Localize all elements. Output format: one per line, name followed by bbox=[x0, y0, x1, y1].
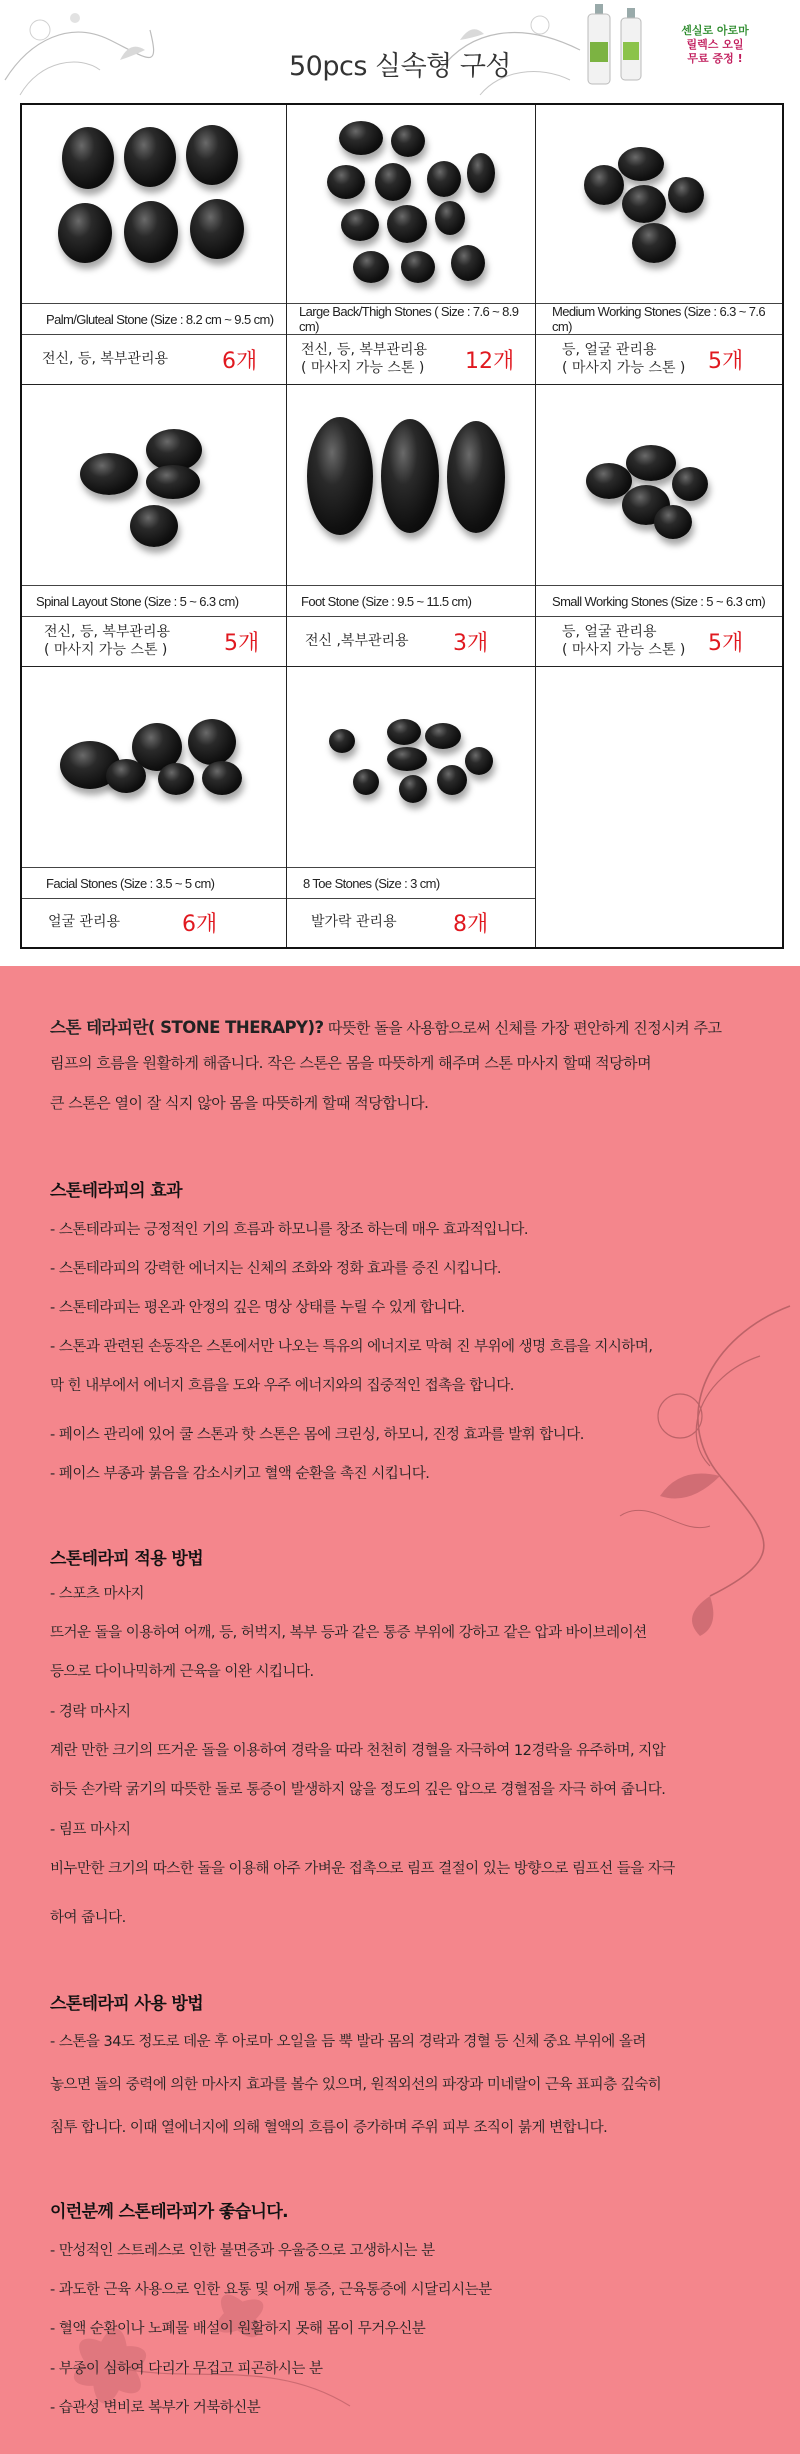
recommend-item: - 부종이 심하여 다리가 무겁고 피곤하시는 분 bbox=[50, 2361, 323, 2377]
stone-count: 6개 bbox=[222, 348, 258, 374]
stone-image bbox=[672, 467, 708, 501]
stone-image bbox=[425, 723, 461, 749]
effect-item: - 스톤테라피의 강력한 에너지는 신체의 조화와 정화 효과를 증진 시킵니다. bbox=[50, 1261, 502, 1277]
stone-photo bbox=[287, 667, 535, 857]
method-line: 비누만한 크기의 따스한 돌을 이용해 아주 가벼운 접촉으로 림프 결절이 있는 방향으로 림프선 들을 자극 bbox=[50, 1861, 675, 1877]
stone-image bbox=[307, 417, 373, 535]
stone-image bbox=[387, 205, 427, 243]
method-line: 계란 만한 크기의 뜨거운 돌을 이용하여 경락을 따라 천천히 경혈을 자극하여 12경락을 유주하며, 지압 bbox=[50, 1743, 666, 1759]
stone-count: 6개 bbox=[182, 911, 218, 937]
stone-image bbox=[188, 719, 236, 765]
stone-photo bbox=[287, 105, 535, 295]
usage-line: - 스톤을 34도 정도로 데운 후 아로마 오일을 듬 뿍 발라 몸의 경락과 경혈 등 신체 중요 부위에 올려 bbox=[50, 2034, 646, 2050]
promo-line: 릴렉스 오일 bbox=[686, 38, 744, 51]
stone-usage bbox=[22, 335, 286, 383]
method-line: - 경락 마사지 bbox=[50, 1704, 131, 1720]
stone-image bbox=[437, 765, 467, 795]
effect-item: - 스톤과 관련된 손동작은 스톤에서만 나오는 특유의 에너지로 막혀 진 부위에 생명 흐름을 지시하며, bbox=[50, 1339, 653, 1355]
usage-note: ( 마사지 가능 스톤 ) bbox=[44, 642, 168, 658]
stone-image bbox=[668, 177, 704, 213]
stone-image bbox=[158, 763, 194, 795]
method-line: 하여 줍니다. bbox=[50, 1910, 126, 1926]
caption-text: Spinal Layout Stone (Size : 5 ~ 6.3 cm) bbox=[36, 593, 239, 609]
section-heading-recommend: 이런분께 스톤테라피가 좋습니다. bbox=[50, 2202, 289, 2222]
stone-count: 5개 bbox=[224, 630, 260, 656]
stone-usage bbox=[287, 335, 535, 383]
stone-image bbox=[584, 165, 624, 205]
usage-text: 등, 얼굴 관리용 bbox=[562, 342, 657, 358]
stone-image bbox=[124, 127, 176, 187]
stone-set-grid bbox=[20, 103, 784, 949]
stone-therapy-info-section bbox=[0, 966, 800, 2454]
caption-text: Foot Stone (Size : 9.5 ~ 11.5 cm) bbox=[301, 593, 472, 609]
stone-image bbox=[622, 185, 666, 223]
stone-usage bbox=[22, 899, 286, 945]
usage-text: 얼굴 관리용 bbox=[48, 914, 121, 930]
stone-cell-toe bbox=[287, 667, 536, 947]
stone-image bbox=[130, 505, 178, 547]
caption-text: Facial Stones (Size : 3.5 ~ 5 cm) bbox=[46, 875, 215, 891]
usage-text: 전신, 등, 복부관리용 bbox=[301, 342, 427, 358]
intro-title: 스톤 테라피란( STONE THERAPY)? bbox=[50, 1018, 324, 1037]
stone-image bbox=[451, 245, 485, 281]
effect-item: 막 힌 내부에서 에너지 흐름을 도와 우주 에너지와의 집중적인 접촉을 합니다. bbox=[50, 1378, 514, 1394]
method-line: 등으로 다이나믹하게 근육을 이완 시킵니다. bbox=[50, 1664, 314, 1680]
intro-line bbox=[50, 1014, 770, 1038]
stone-image bbox=[632, 223, 676, 263]
stone-image bbox=[353, 769, 379, 795]
stone-image bbox=[80, 453, 138, 495]
empty-cell bbox=[536, 667, 782, 947]
caption-text: Medium Working Stones (Size : 6.3 ~ 7.6 cm) bbox=[552, 304, 765, 334]
stone-image bbox=[339, 121, 383, 155]
stone-image bbox=[146, 465, 200, 499]
recommend-item: - 만성적인 스트레스로 인한 불면증과 우울증으로 고생하시는 분 bbox=[50, 2243, 435, 2259]
page-title: 50pcs 실속형 구성 bbox=[289, 51, 511, 82]
page-header bbox=[0, 0, 800, 100]
stone-image bbox=[387, 747, 427, 771]
usage-line: 놓으면 돌의 중력에 의한 마사지 효과를 볼수 있으며, 원적외선의 파장과 미네랄이 근육 표피층 깊숙히 bbox=[50, 2077, 662, 2093]
stone-image bbox=[447, 421, 505, 533]
stone-image bbox=[124, 201, 178, 263]
stone-image bbox=[58, 203, 112, 263]
caption-text: 8 Toe Stones (Size : 3 cm) bbox=[303, 875, 440, 891]
stone-cell-foot bbox=[287, 385, 536, 667]
stone-image bbox=[399, 775, 427, 803]
stone-image bbox=[202, 761, 242, 795]
promo-line: 무료 증정 ! bbox=[687, 52, 743, 65]
aroma-oil-bottle-image bbox=[618, 8, 644, 82]
stone-image bbox=[626, 445, 676, 481]
stone-cell-facial bbox=[22, 667, 287, 947]
stone-caption bbox=[22, 867, 286, 899]
effect-item: - 스톤테라피는 긍정적인 기의 흐름과 하모니를 창조 하는데 매우 효과적입니다. bbox=[50, 1222, 529, 1238]
stone-image bbox=[465, 747, 493, 775]
recommend-item: - 혈액 순환이나 노폐물 배설이 원활하지 못해 몸이 무거우신분 bbox=[50, 2321, 426, 2337]
recommend-item: - 과도한 근육 사용으로 인한 요통 및 어깨 통증, 근육통증에 시달리시는분 bbox=[50, 2282, 492, 2298]
stone-image bbox=[387, 719, 421, 745]
usage-line: 침투 합니다. 이때 열에너지에 의해 혈액의 흐름이 증가하며 주위 피부 조직이 붉게 변합니다. bbox=[50, 2120, 608, 2136]
stone-image bbox=[618, 147, 664, 181]
method-line: - 림프 마사지 bbox=[50, 1822, 131, 1838]
intro-line: 큰 스톤은 열이 잘 식지 않아 몸을 따뜻하게 할때 적당합니다. bbox=[50, 1094, 429, 1112]
section-heading-methods: 스톤테라피 적용 방법 bbox=[50, 1549, 204, 1569]
section-heading-usage: 스톤테라피 사용 방법 bbox=[50, 1994, 204, 2014]
usage-note: ( 마사지 가능 스톤 ) bbox=[562, 642, 686, 658]
stone-image bbox=[391, 125, 425, 157]
stone-cell-small-working bbox=[536, 385, 782, 667]
stone-image bbox=[381, 419, 439, 533]
stone-count: 5개 bbox=[708, 630, 744, 656]
effect-item: - 페이스 부종과 붉음을 감소시키고 혈액 순환을 촉진 시킵니다. bbox=[50, 1466, 430, 1482]
promo-line: 센실로 아로마 bbox=[681, 24, 749, 37]
stone-caption bbox=[536, 585, 782, 617]
stone-count: 5개 bbox=[708, 348, 744, 374]
stone-cell-medium-working bbox=[536, 105, 782, 385]
usage-text: 전신, 등, 복부관리용 bbox=[42, 351, 168, 367]
section-heading-effects: 스톤테라피의 효과 bbox=[50, 1181, 182, 1201]
stone-caption bbox=[287, 867, 535, 899]
stone-image bbox=[106, 759, 146, 793]
method-line: - 스포츠 마사지 bbox=[50, 1586, 144, 1602]
usage-text: 전신 ,복부관리용 bbox=[305, 633, 409, 649]
caption-text: Large Back/Thigh Stones ( Size : 7.6 ~ 8.9 cm) bbox=[299, 304, 519, 334]
stone-usage bbox=[536, 335, 782, 383]
usage-note: ( 마사지 가능 스톤 ) bbox=[562, 360, 686, 376]
usage-text: 전신, 등, 복부관리용 bbox=[44, 624, 170, 640]
stone-image bbox=[427, 161, 461, 197]
stone-image bbox=[353, 251, 389, 283]
usage-text: 발가락 관리용 bbox=[311, 914, 397, 930]
stone-photo bbox=[22, 105, 286, 295]
effect-item: - 스톤테라피는 평온과 안정의 깊은 명상 상태를 누릴 수 있게 합니다. bbox=[50, 1300, 465, 1316]
stone-image bbox=[341, 209, 379, 241]
stone-image bbox=[190, 199, 244, 259]
promo-badge bbox=[650, 24, 780, 66]
stone-image bbox=[654, 505, 692, 539]
stone-caption bbox=[287, 303, 535, 335]
stone-photo bbox=[287, 385, 535, 577]
stone-image bbox=[401, 251, 435, 283]
stone-photo bbox=[536, 385, 782, 577]
stone-image bbox=[329, 729, 355, 753]
stone-caption bbox=[536, 303, 782, 335]
intro-line: 림프의 흐름을 원활하게 해줍니다. 작은 스톤은 몸을 따뜻하게 해주며 스톤 마사지 할때 적당하며 bbox=[50, 1054, 652, 1072]
stone-photo bbox=[22, 385, 286, 577]
stone-count: 3개 bbox=[453, 630, 489, 656]
stone-image bbox=[375, 163, 411, 201]
stone-cell-palm-gluteal bbox=[22, 105, 287, 385]
stone-usage bbox=[287, 899, 535, 945]
stone-usage bbox=[287, 617, 535, 665]
caption-text: Small Working Stones (Size : 5 ~ 6.3 cm) bbox=[552, 593, 766, 609]
recommend-item: - 습관성 변비로 복부가 거북하신분 bbox=[50, 2400, 261, 2416]
usage-text: 등, 얼굴 관리용 bbox=[562, 624, 657, 640]
stone-usage bbox=[536, 617, 782, 665]
stone-caption bbox=[22, 585, 286, 617]
stone-image bbox=[186, 125, 238, 185]
stone-cell-large-back-thigh bbox=[287, 105, 536, 385]
stone-usage bbox=[22, 617, 286, 665]
effect-item: - 페이스 관리에 있어 쿨 스톤과 핫 스톤은 몸에 크린싱, 하모니, 진정 효과를 발휘 합니다. bbox=[50, 1427, 584, 1443]
stone-cell-spinal-layout bbox=[22, 385, 287, 667]
caption-text: Palm/Gluteal Stone (Size : 8.2 cm ~ 9.5 cm) bbox=[46, 311, 274, 327]
stone-photo bbox=[536, 105, 782, 295]
stone-count: 8개 bbox=[453, 911, 489, 937]
stone-caption bbox=[287, 585, 535, 617]
stone-photo bbox=[22, 667, 286, 857]
stone-image bbox=[62, 127, 114, 189]
aroma-oil-bottle-image bbox=[584, 4, 614, 86]
method-line: 하듯 손가락 굵기의 따뜻한 돌로 통증이 발생하지 않을 정도의 깊은 압으로 경혈점을 자극 하여 줍니다. bbox=[50, 1782, 666, 1798]
stone-image bbox=[327, 165, 365, 199]
method-line: 뜨거운 돌을 이용하여 어깨, 등, 허벅지, 복부 등과 같은 통증 부위에 강하고 같은 압과 바이브레이션 bbox=[50, 1625, 647, 1641]
usage-note: ( 마사지 가능 스톤 ) bbox=[301, 360, 425, 376]
stone-count: 12개 bbox=[465, 348, 515, 374]
intro-text: 따뜻한 돌을 사용함으로써 신체를 가장 편안하게 진정시켜 주고 bbox=[323, 1019, 722, 1037]
stone-image bbox=[435, 201, 465, 235]
stone-caption bbox=[22, 303, 286, 335]
stone-image bbox=[467, 153, 495, 193]
